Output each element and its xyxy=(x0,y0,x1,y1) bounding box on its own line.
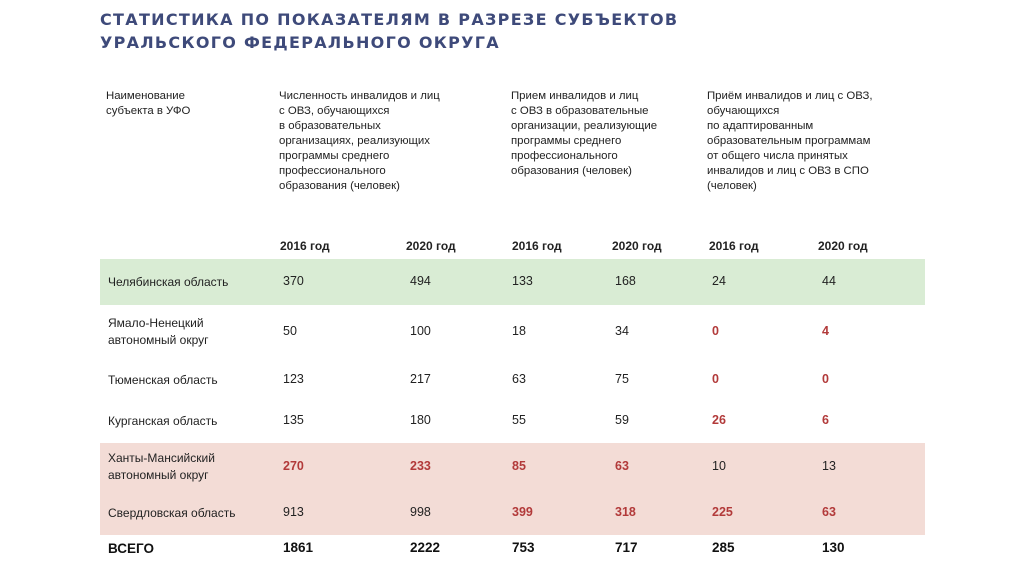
table-cell: 998 xyxy=(410,505,431,519)
year-header: 2016 год xyxy=(512,239,562,253)
table-cell: 0 xyxy=(712,372,719,386)
table-cell: 13 xyxy=(822,459,836,473)
total-cell: 1861 xyxy=(283,540,314,555)
slide-title xyxy=(100,8,678,54)
table-cell: 85 xyxy=(512,459,526,473)
table-cell: 180 xyxy=(410,413,431,427)
table-cell: 63 xyxy=(512,372,526,386)
subject-name: Свердловская область xyxy=(108,505,236,520)
table-cell: 100 xyxy=(410,324,431,338)
table-cell: 34 xyxy=(615,324,629,338)
header-adapted-programs: Приём инвалидов и лиц с ОВЗ, обучающихся по адаптированным образовательным программам от общего числа принятых инвалидов и лиц с ОВЗ в СПО (человек) xyxy=(707,90,873,192)
total-cell: 2222 xyxy=(410,540,441,555)
table-cell: 10 xyxy=(712,459,726,473)
subject-name: Курганская область xyxy=(108,413,218,428)
table-cell: 225 xyxy=(712,505,733,519)
table-cell: 0 xyxy=(712,324,719,338)
table-cell: 24 xyxy=(712,274,726,288)
title-line-2: УРАЛЬСКОГО ФЕДЕРАЛЬНОГО ОКРУГА xyxy=(100,33,500,52)
table-cell: 26 xyxy=(712,413,726,427)
header-enrolled: Численность инвалидов и лиц с ОВЗ, обучающихся в образовательных организациях, реализующих программы среднего профессионального образования (человек) xyxy=(279,90,440,192)
total-cell: 717 xyxy=(615,540,638,555)
table-cell: 913 xyxy=(283,505,304,519)
year-header: 2020 год xyxy=(818,239,868,253)
subject-name: Тюменская область xyxy=(108,372,218,387)
total-cell: 753 xyxy=(512,540,535,555)
header-subject: Наименование субъекта в УФО xyxy=(106,90,191,117)
table-cell: 217 xyxy=(410,372,431,386)
table-cell: 168 xyxy=(615,274,636,288)
table-cell: 55 xyxy=(512,413,526,427)
table-cell: 50 xyxy=(283,324,297,338)
table-cell: 18 xyxy=(512,324,526,338)
table-cell: 44 xyxy=(822,274,836,288)
table-cell: 270 xyxy=(283,459,304,473)
table-cell: 75 xyxy=(615,372,629,386)
total-label: ВСЕГО xyxy=(108,541,154,556)
subject-name: Ханты-Мансийский автономный округ xyxy=(108,451,215,482)
title-line-1: СТАТИСТИКА ПО ПОКАЗАТЕЛЯМ В РАЗРЕЗЕ СУБЪЕКТОВ xyxy=(100,10,679,29)
table-cell: 370 xyxy=(283,274,304,288)
year-header: 2016 год xyxy=(709,239,759,253)
year-header: 2016 год xyxy=(280,239,330,253)
table-cell: 318 xyxy=(615,505,636,519)
table-cell: 63 xyxy=(615,459,629,473)
table-cell: 63 xyxy=(822,505,836,519)
subject-name: Челябинская область xyxy=(108,274,229,289)
year-header: 2020 год xyxy=(406,239,456,253)
subject-name: Ямало-Ненецкий автономный округ xyxy=(108,316,209,347)
table-cell: 133 xyxy=(512,274,533,288)
table-cell: 494 xyxy=(410,274,431,288)
table-cell: 123 xyxy=(283,372,304,386)
header-admission: Прием инвалидов и лиц с ОВЗ в образовательные организации, реализующие программы среднего профессионального образования (человек) xyxy=(511,90,658,177)
table-cell: 135 xyxy=(283,413,304,427)
total-cell: 130 xyxy=(822,540,845,555)
table-cell: 4 xyxy=(822,324,829,338)
table-cell: 0 xyxy=(822,372,829,386)
table-cell: 6 xyxy=(822,413,829,427)
year-header: 2020 год xyxy=(612,239,662,253)
table-cell: 399 xyxy=(512,505,533,519)
table-cell: 233 xyxy=(410,459,431,473)
total-cell: 285 xyxy=(712,540,735,555)
table-cell: 59 xyxy=(615,413,629,427)
